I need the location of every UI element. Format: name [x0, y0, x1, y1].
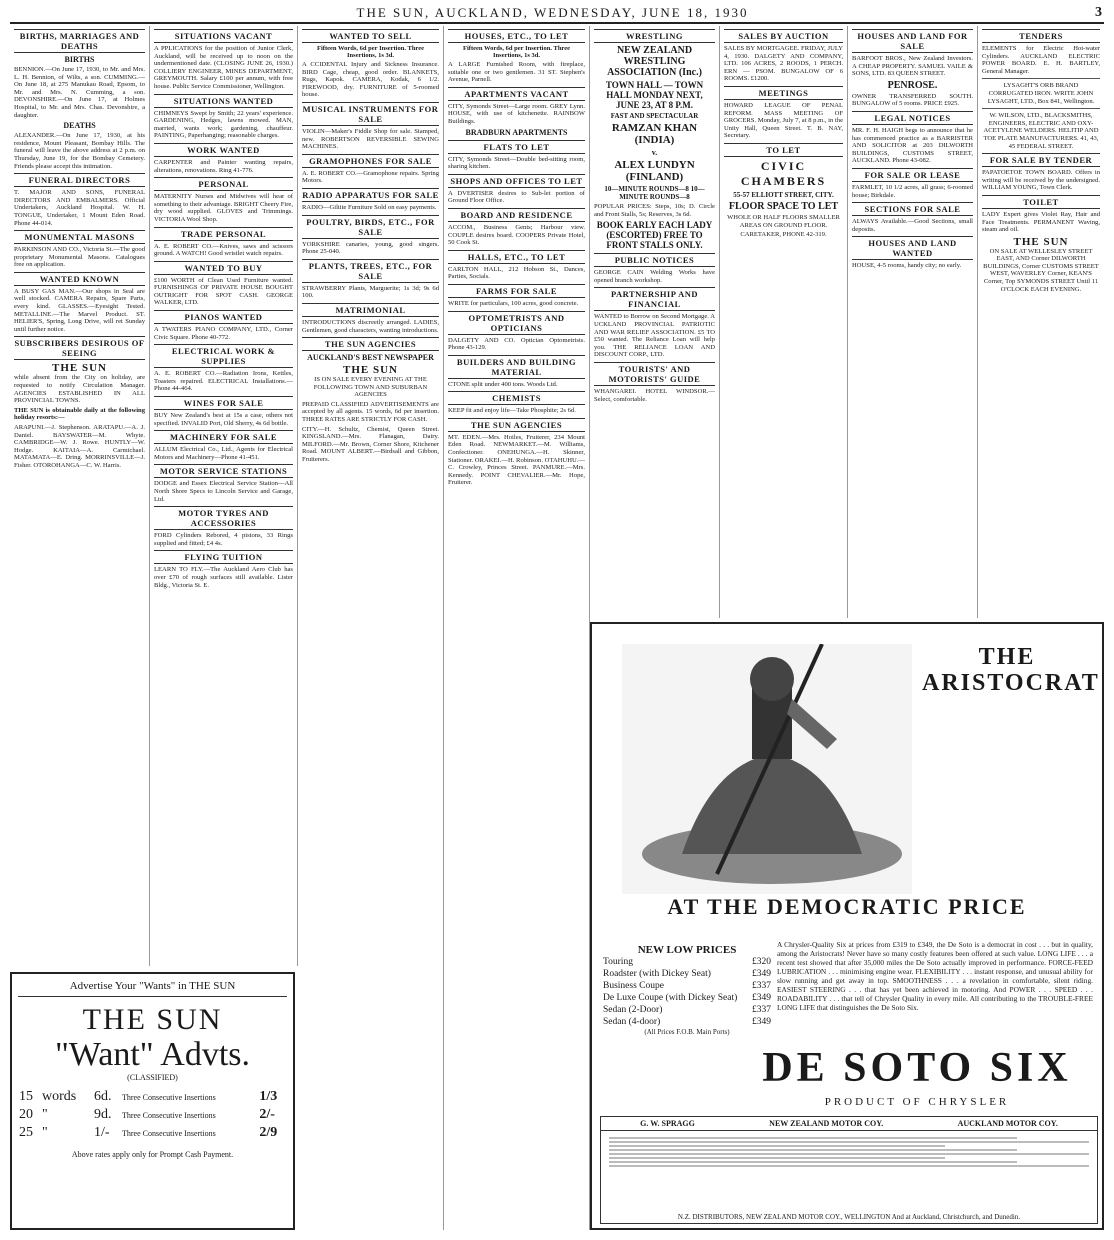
ad-text: INTRODUCTIONS discreetly arranged. LADIES, Gentlemen, good characters, wanting introductions. [302, 318, 439, 334]
text-line [609, 1161, 1017, 1163]
sun-logo: THE SUN [52, 362, 107, 375]
model-price: £349 [752, 993, 771, 1003]
section-heading: SITUATIONS WANTED [154, 94, 293, 108]
rounds: 10—MINUTE ROUNDS—8 10—MINUTE ROUNDS—8 [604, 185, 705, 201]
ad-text: KEEP fit and enjoy life—Take Phosphite; 2s 6d. [448, 407, 576, 415]
section-heading: TO LET [724, 143, 843, 157]
wanted-known-text: A BUSY GAS MAN.—Our shops in Seal are well stocked. CAMERA Repairs, Spare Parts, every kind. GLASSES.—Eyesight Tested. METALLINE.—The Marvel Product. ST. HELIER'S, Spring, Long Drive, will ret Sunday until further notice. [14, 287, 145, 333]
funeral-text: T. MAJOR AND SONS, FUNERAL DIRECTORS AND EMBALMERS. Official Undertakers, Auckland Hospital. W. H. TONGUE, Undertaker, 1 Mount Eden Road. Phone 44-014. [14, 189, 145, 227]
ad-text: BUY New Zealand's best at 15s a case, others not specified. INVALID Port, Old Sherry, 4s 6d bottle. [154, 412, 293, 427]
section-heading: TOILET [982, 195, 1100, 209]
section-heading: DEATHS [63, 121, 96, 131]
penrose-heading: PENROSE. [887, 79, 938, 91]
page-number: 3 [1095, 5, 1104, 20]
words-count: 20 [19, 1107, 33, 1122]
ad-text: YORKSHIRE canaries, young, good singers. Phone 25-040. [302, 240, 439, 256]
divider [982, 78, 1100, 79]
lysaght-ad: LYSAGHT'S ORB BRAND CORRUGATED IRON. WRITE JOHN LYSAGHT, LTD., Box 841, Wellington. [987, 82, 1095, 105]
desoto-advertisement [590, 622, 1104, 1230]
ad-text: A. E. ROBERT CO.—Radiation Irons, Kettles, Toasters repaired. ELECTRICAL Installations.—Phone 44-464. [154, 370, 293, 393]
ad-text: RADIO—Giltite Furniture Sold on easy payments. [302, 203, 437, 211]
section-heading: TRADE PERSONAL [154, 227, 293, 241]
model-name: De Luxe Coupe (with Dickey Seat) [603, 993, 738, 1003]
model-price: £337 [752, 1005, 771, 1015]
section-heading: HOUSES AND LAND WANTED [852, 236, 973, 260]
model-price: £349 [752, 1017, 771, 1027]
rate-line: Fifteen Words, 6d per Insertion. Three Insertions, 1s 3d. [463, 45, 570, 59]
section-heading: TOURISTS' AND MOTORISTS' GUIDE [594, 362, 715, 386]
section-heading: BIRTHS, MARRIAGES AND DEATHS [14, 29, 145, 53]
model-price: £320 [752, 957, 771, 967]
ad-text: A TWATERS PIANO COMPANY, LTD., Corner Civic Square. Phone 40-772. [154, 326, 293, 341]
section-heading: FUNERAL DIRECTORS [14, 173, 145, 187]
ad-text: MR. F. H. HAIGH begs to announce that he has commenced practice as a BARRISTER AND SOLICITOR at 203 DILWORTH BUILDINGS, CUSTOMS STREET, AUCKLAND. Phone 43-082. [852, 126, 973, 165]
resorts-text: ARAPUNI.—J. Stephenson. ARATAPU.—A. J. Daniel. BAYSWATER—M. Whyte. CAMBRIDGE—W. J. Rowe. HUNTLY—W. Hodge. KAITAIA—A. Carmichael. MATAMATA—E. Dring. MORRINSVILLE—J. Fisher. OTOROHANGA—C. W. Harris. [14, 424, 145, 469]
aristocrat-heading [922, 644, 1100, 696]
tagline: FAST AND SPECTACULAR [610, 112, 699, 120]
deaths-text: ALEXANDER.—On June 17, 1930, at his residence, Mount Pleasant, Bombay Hills. The funeral will leave the above address at 2 p.m. on Thursday, June 19, for the Bombay Cemetery. Friends please accept this intimation. [14, 132, 145, 170]
column-houses-for-sale [848, 26, 978, 618]
table-row [18, 1088, 287, 1106]
section-heading: MACHINERY FOR SALE [154, 430, 293, 444]
section-heading: SALES BY AUCTION [724, 29, 843, 43]
words-unit: " [41, 1107, 48, 1122]
ad-text: A PPLICATIONS for the position of Junior Clerk, Auckland, will be received up to noon on the undermentioned date. (CLOSING JUNE 26, 1930.) COLLIERY ENGINEER, MINES DEPARTMENT, GREYMOUTH. Salary £100 per annum, with free house. Public Service Commissioner, Wellington. [154, 45, 293, 90]
section-heading: PUBLIC NOTICES [594, 253, 715, 267]
section-heading: HALLS, ETC., TO LET [448, 250, 585, 264]
ad-text: A DVERTISER desires to Sub-let portion of Ground Floor Office. [448, 189, 585, 205]
divider [982, 108, 1100, 109]
price: 9d. [93, 1107, 112, 1122]
section-heading: THE SUN AGENCIES [448, 418, 585, 432]
section-heading: MUSICAL INSTRUMENTS FOR SALE [302, 103, 439, 124]
ad-text: CARPENTER and Painter wanting repairs, alterations, renovations. Ring 41-776. [154, 158, 293, 174]
ad-text: ALLUM Electrical Co., Ltd., Agents for Electrical Motors and Machinery—Phone 41-451. [154, 446, 293, 461]
want-advts-title: "Want" Advts. [54, 1036, 251, 1073]
versus: v. [651, 148, 658, 157]
section-heading: WANTED TO SELL [302, 29, 439, 43]
ad-text: A. E. ROBERT CO.—Gramophone repairs. Spring Motors. [302, 169, 439, 185]
aristocrat-word: ARISTOCRAT [922, 670, 1100, 696]
ad-text: MATERNITY Nurses and Midwives will hear of something to their advantage. BRIGHT Cheery Fire, dry wood supplied. GLOVES and Trimmings. VICTORIA Wool Shop. [154, 193, 293, 223]
agency-list: CITY.—H. Schultz, Chemist, Queen Street. KINGSLAND.—Mrs. Flanagan, Dairy. MILFORD.—Mr. Brown, Corner Shore, Kitchener Road. MOUNT ALBERT.—Birdsall and Gibbon, Fruiterers. [302, 425, 439, 464]
masons-text: PARKINSON AND CO., Victoria St.—The good proprietary Monumental Masons. Catalogues free on application. [14, 246, 145, 269]
ad-text: CITY, Symonds Street—Large room. GREY Lynn. HOUSE, with use of kitchenette. RAINBOW Buildings. [448, 102, 585, 125]
section-heading: POULTRY, BIRDS, ETC., FOR SALE [302, 215, 439, 239]
section-heading: SHOPS AND OFFICES TO LET [448, 174, 585, 188]
wrestler-one: RAMZAN KHAN (INDIA) [611, 122, 698, 146]
model-name: Roadster (with Dickey Seat) [603, 969, 711, 979]
section-heading: SITUATIONS VACANT [154, 29, 293, 43]
product-of-chrysler: PRODUCT OF CHRYSLER [824, 1096, 1010, 1108]
section-heading: THE SUN AGENCIES [302, 337, 439, 351]
section-heading: WINES FOR SALE [154, 396, 293, 410]
column-auctions [720, 26, 848, 618]
the-sun-title: THE SUN [82, 1003, 223, 1036]
text-line [609, 1165, 1089, 1167]
masthead-title: THE SUN, AUCKLAND, WEDNESDAY, JUNE 18, 1930 [356, 5, 749, 20]
want-advts-box [10, 972, 295, 1230]
words-unit: " [41, 1125, 48, 1140]
model-name: Sedan (2-Door) [603, 1005, 663, 1015]
model-price: £349 [752, 969, 771, 979]
venue: TOWN HALL — TOWN HALL MONDAY NEXT, JUNE 23, AT 8 P.M. [605, 80, 704, 110]
agents-text: while absent from the City on holiday, are requested to notify Circulation Manager. AGENCIES ESTABLISHED IN ALL PROVINCIAL TOWNS. [14, 374, 145, 405]
section-heading: WORK WANTED [154, 143, 293, 157]
ad-text: £100 WORTH of Clean Used Furniture wanted. FURNISHINGS OF PRIVATE HOUSE BOUGHT OUTRIGHT FOR SPOT CASH. GEORGE WALKER, LTD. [154, 276, 293, 307]
section-heading: BUILDERS AND BUILDING MATERIAL [448, 355, 585, 379]
agency-list: MT. EDEN.—Mrs. Hoiles, Fruiterer, 234 Mount Eden Road. NEWMARKET.—M. Williams, Confectioner. ONEHUNGA.—H. Skinner, Stationer. ORAKEI.—H. Robinson. OTAHUHU.—C. Crowley, Princes Street. PANMURE.—Mrs. Kennedy. POINT CHEVALIER.—Mr. Hope, Fruiterer. [448, 433, 585, 487]
section-heading: FLATS TO LET [448, 140, 585, 154]
table-row [602, 956, 772, 968]
section-heading: TENDERS [982, 29, 1100, 43]
column-situations [150, 26, 298, 966]
column-births [10, 26, 150, 966]
wrestler-two: ALEX LUNDYN (FINLAND) [614, 159, 695, 183]
insertions-price: 2/9 [259, 1125, 278, 1140]
democratic-price-heading: AT THE DEMOCRATIC PRICE [667, 894, 1027, 919]
ad-text: LEARN TO FLY.—The Auckland Aero Club has over £70 of rough surfaces still available. Lister Bldg., Victoria St. E. [154, 566, 293, 589]
ad-text: A LARGE Furnished Room, with fireplace, suitable one or two gentlemen. 31 ST. Stephen's Avenue, Parnell. [448, 61, 585, 84]
dealer-header [601, 1117, 1097, 1131]
on-sale-text: IS ON SALE EVERY EVENING AT THE FOLLOWING TOWN AND SUBURBAN AGENCIES [313, 376, 428, 399]
dealer-name: G. W. SPRAGG [640, 1119, 695, 1128]
table-row [602, 1004, 772, 1016]
ad-text: STRAWBERRY Plants, Marguerite; 1s 3d; 9s 6d 100. [302, 284, 439, 300]
insertions-label: Three Consecutive Insertions [121, 1110, 216, 1120]
section-heading: MONUMENTAL MASONS [14, 230, 145, 244]
section-heading: SUBSCRIBERS DESIROUS OF SEEING [14, 338, 145, 359]
ad-text: DODGE and Essex Electrical Service Station—All North Shore Specs to Lincoln Service and Garage, Ltd. [154, 480, 293, 503]
wilson-ad: W. WILSON, LTD., BLACKSMITHS, ENGINEERS, ELECTRIC AND OXY-ACETYLENE WELDERS. HELITIP AND TOE PLATE MANUFACTURERS. 41, 43, 45 FEDERAL STREET. [983, 112, 1099, 150]
floor-space: FLOOR SPACE TO LET [728, 200, 839, 212]
section-heading: PARTNERSHIP AND FINANCIAL [594, 287, 715, 311]
words-count: 25 [19, 1125, 33, 1140]
column-houses-to-let [444, 26, 590, 1230]
dealer-listing [600, 1116, 1098, 1224]
caretaker: CARETAKER, PHONE 42-319. [740, 231, 827, 239]
ad-text: SALES BY MORTGAGEE. FRIDAY, JULY 4, 1930. DALGETY AND COMPANY, LTD. 106 ACRES, 2 ROODS, 1 PERCH. ERN — PSOM. BUNGALOW OF 6 ROOMS. £1200. [724, 45, 843, 83]
the-word: THE [978, 644, 1036, 670]
section-heading: OPTOMETRISTS AND OPTICIANS [448, 311, 585, 335]
ad-text: ALWAYS Available.—Good Sections, small deposits. [852, 218, 973, 233]
section-heading: LEGAL NOTICES [852, 111, 973, 125]
section-heading: HOUSES, ETC., TO LET [448, 29, 585, 43]
knight-illustration [622, 644, 912, 894]
words-unit: words [41, 1089, 77, 1104]
section-heading: HOUSES AND LAND FOR SALE [852, 29, 973, 53]
column-wanted-to-sell [298, 26, 444, 1230]
section-heading: PIANOS WANTED [154, 310, 293, 324]
table-row [18, 1106, 287, 1124]
sun-logo: THE SUN [1013, 235, 1069, 248]
insertions-price: 2/- [259, 1107, 275, 1122]
section-heading: MOTOR TYRES AND ACCESSORIES [154, 506, 293, 530]
section-heading: WANTED KNOWN [14, 272, 145, 286]
ad-text: FORD Cylinders Rebored, 4 pistons, 33 Rings supplied and fitted; £4 4s. [154, 532, 293, 547]
ad-text: OWNER TRANSFERRED SOUTH. BUNGALOW of 5 rooms. PRICE £925. [852, 92, 973, 108]
text-line [609, 1157, 945, 1159]
model-name: Sedan (4-door) [603, 1017, 661, 1027]
section-heading: FOR SALE BY TENDER [982, 153, 1100, 167]
ad-text: ACCOM., Business Gents; Harbour view. COUPLE desires board. COOPERS Private Hotel, 50 Cook St. [448, 223, 585, 247]
section-heading: MOTOR SERVICE STATIONS [154, 464, 293, 478]
words-count: 15 [19, 1089, 33, 1104]
text-line [609, 1149, 1017, 1151]
fob-note: (All Prices F.O.B. Main Ports) [644, 1028, 730, 1036]
ad-text: WANTED to Borrow on Second Mortgage. A UCKLAND PROVINCIAL PATRIOTIC AND WAR RELIEF ASSOCIATION. £5 TO £50 wanted. The Reliance Loan will help you. THE RELIANCE LOAN AND DISCOUNT CORP., LTD. [594, 313, 715, 359]
section-heading: RADIO APPARATUS FOR SALE [302, 189, 439, 200]
ad-text: LADY Expert gives Violet Ray, Hair and Face Treatments. PERMANENT Waving, steam and oil. [982, 210, 1100, 234]
section-heading: BOARD AND RESIDENCE [448, 208, 585, 222]
ad-text: ELEMENTS for Electric Hot-water Cylinders. AUCKLAND ELECTRIC POWER BOARD. E. H. BARTLEY, General Manager. [982, 45, 1100, 75]
table-row [602, 968, 772, 980]
column-tenders [978, 26, 1104, 618]
ad-text: CITY, Symonds Street—Double bed-sitting room, sharing kitchen. [448, 155, 585, 171]
section-heading: MATRIMONIAL [302, 303, 439, 317]
brand-name: DE SOTO SIX [762, 1045, 1072, 1091]
insertions-label: Three Consecutive Insertions [121, 1128, 216, 1138]
on-sale-text: ON SALE AT WELLESLEY STREET EAST, AND Corner DILWORTH BUILDINGS, Corner CUSTOMS STREET WEST, WAVERLEY Corner, KEAN'S Corner, Top SYMONDS STREET Until 11 O'CLOCK EACH EVENING. [983, 247, 1099, 293]
text-line [609, 1141, 1089, 1143]
section-heading: GRAMOPHONES FOR SALE [302, 154, 439, 168]
distributors-note: N.Z. DISTRIBUTORS, NEW ZEALAND MOTOR COY., WELLINGTON And at Auckland, Christchurch, and Dunedin. [677, 1213, 1021, 1221]
price: 6d. [93, 1089, 112, 1104]
rate-line: Fifteen Words, 6d per Insertion. Three Insertions, 1s 3d. [317, 45, 424, 59]
section-heading: MEETINGS [724, 86, 843, 100]
section-heading: WANTED TO BUY [154, 261, 293, 275]
column-wrestling [590, 26, 720, 618]
section-heading: BIRTHS [64, 55, 95, 64]
model-name: Touring [603, 957, 633, 967]
section-heading: PERSONAL [154, 177, 293, 191]
section-heading: FOR SALE OR LEASE [852, 168, 973, 182]
bradburn-heading: BRADBURN APARTMENTS [465, 127, 568, 137]
rates-table [18, 1088, 287, 1142]
ad-text: CARLTON HALL, 212 Hobson St., Dances, Parties, Socials. [448, 265, 585, 281]
ad-text: PAPATOETOE TOWN BOARD. Offers in writing will be received by the undersigned. WILLIAM YOUNG, Town Clerk. [982, 169, 1100, 192]
ad-copy: A Chrysler-Quality Six at prices from £319 to £349, the De Soto is a democrat in cost . . . but in quality, among the Aristocrats! Never have so many costly features been offered at such value. LONG LIFE . . . a recent test showed that after 35,000 miles the De Soto actually improved in performance. FORCE-FEED LUBRICATION . . . minimising engine wear. FLEXIBILITY . . . instant response, and unusual ability for slow running and get away in top. SMOOTHNESS . . . a revelation in comfortable, silent riding. EASIEST STEERING . . . that has yet been achieved in motoring. And POWER . . . SPEED . . . ROADABILITY . . . that tell of Chrysler Quality in every mile. All contributing to the TROUBLE-FREE LONG LIFE that distinguishes the De Soto Six. [777, 940, 1093, 1012]
model-name: Business Coupe [603, 981, 664, 991]
price-list-title: NEW LOW PRICES [637, 944, 737, 956]
ad-text: A. E. ROBERT CO.—Knives, saws and scissors ground. A WATCH! Good wristlet watch repairs. [154, 242, 293, 258]
advertise-heading: Advertise Your "Wants" in THE SUN [18, 980, 287, 997]
births-text: BENNION.—On June 17, 1930, to Mr. and Mrs. L. H. Bennion, of Wilts, a son. CUMMING.—On June 18, at 275 Manukau Road, Epsom, to Mr. and Mrs. N. Cumming, a son. DEVONSHIRE.—On June 17, at Holmes Hospital, to Mr. and Mrs. Chas. Devonshire, a daughter. [14, 66, 145, 119]
insertions-label: Three Consecutive Insertions [121, 1092, 216, 1102]
table-row [602, 992, 772, 1004]
table-row [18, 1124, 287, 1142]
section-heading: ELECTRICAL WORK & SUPPLIES [154, 344, 293, 368]
price: 1/- [93, 1125, 110, 1140]
text-line [609, 1137, 1017, 1139]
dealer-lines [601, 1131, 1097, 1173]
ad-text: CTONE split under 400 tons. Woods Ltd. [448, 380, 558, 388]
table-row [602, 1016, 772, 1028]
ad-text: FARMLET, 10 1/2 acres, all grass; 6-roomed house; Birkdale. [852, 183, 973, 199]
section-heading: CHEMISTS [448, 391, 585, 405]
obtain-text: THE SUN is obtainable daily at the following holiday resorts:— [14, 406, 145, 422]
rates-footnote: Above rates apply only for Prompt Cash Payment. [71, 1150, 234, 1159]
ad-text: WHOLE OR HALF FLOORS SMALLER AREAS ON GROUND FLOOR. [727, 213, 840, 229]
sun-logo: THE SUN [343, 364, 398, 377]
address: 55-57 ELLIOTT STREET, CITY. [733, 190, 834, 199]
section-heading: FLYING TUITION [154, 550, 293, 564]
ad-text: GEORGE CAIN Welding Works have opened branch workshop. [594, 269, 715, 284]
ad-text: BARFOOT BROS., New Zealand Investors. A CHEAP PROPERTY. SAMUEL VAILE & SONS, LTD. 83 QUEEN STREET. [852, 55, 973, 78]
masthead [10, 4, 1104, 24]
text-line [609, 1153, 1089, 1155]
ad-text: DALGETY AND CO. Optician Optometrists. Phone 43-129. [448, 336, 585, 352]
ad-text: CHIMNEYS Swept by Smith; 22 years' experience. GARDENING, Hedges, lawns mowed. MAN, married, wants work; gardening, chauffeur. PAINTING, Paperhanging; reasonable charges. [154, 109, 293, 140]
ad-text: HOUSE, 4-5 rooms, handy city; no early. [852, 262, 962, 270]
section-heading: SECTIONS FOR SALE [852, 202, 973, 216]
price-list [602, 944, 772, 1036]
classified-label: (CLASSIFIED) [127, 1073, 178, 1082]
prepaid-text: PREPAID CLASSIFIED ADVERTISEMENTS are accepted by all agents. 15 words, 6d per insertion. THREE RATES ARE STRICTLY FOR CASH. [302, 400, 439, 424]
ad-text: WHANGAREI. HOTEL WINDSOR.—Select, comfortable. [594, 387, 715, 403]
agencies-subheading: AUCKLAND'S BEST NEWSPAPER [307, 353, 434, 363]
section-heading: FARMS FOR SALE [448, 284, 585, 298]
ad-text: HOWARD LEAGUE OF PENAL REFORM. MASS MEETING OF GROCERS. Monday, July 7, at 8 p.m., in the Unity Hall, Queen Street. T. B. NAY, Secretary. [724, 101, 843, 140]
book-early: BOOK EARLY EACH LADY (ESCORTED) FREE TO FRONT STALLS ONLY. [596, 220, 713, 251]
dealer-name: AUCKLAND MOTOR COY. [957, 1119, 1058, 1128]
prices-text: POPULAR PRICES: Steps, 10s; D. Circle and Front Stalls, 5s; Reserves, 3s 6d. [594, 203, 715, 218]
table-row [602, 980, 772, 992]
text-line [609, 1145, 945, 1147]
ad-text: WRITE for particulars, 100 acres, good concrete. [448, 299, 579, 307]
model-price: £337 [752, 981, 771, 991]
association-name: NEW ZEALAND WRESTLING ASSOCIATION (Inc.) [607, 45, 702, 78]
section-heading: PLANTS, TREES, ETC., FOR SALE [302, 259, 439, 283]
ad-text: A CCIDENTAL Injury and Sickness Insurance. BIRD Cage, cheap, good order. BLANKETS, Rugs, Kapok. CAMERA, Kodak, 6 1/2. FIREWOOD, dry. FURNITURE of 5-roomed house. [302, 61, 439, 99]
ad-text: VIOLIN—Maker's Fiddle Shop for sale. Stamped, new. ROBERTSON REVERSIBLE SEWING MACHINES. [302, 127, 439, 151]
civic-chambers: CIVIC CHAMBERS [740, 158, 827, 188]
section-heading: APARTMENTS VACANT [448, 87, 585, 101]
section-heading: WRESTLING [594, 29, 715, 43]
price-table [602, 956, 772, 1028]
insertions-price: 1/3 [259, 1089, 278, 1104]
dealer-name: NEW ZEALAND MOTOR COY. [769, 1119, 884, 1128]
